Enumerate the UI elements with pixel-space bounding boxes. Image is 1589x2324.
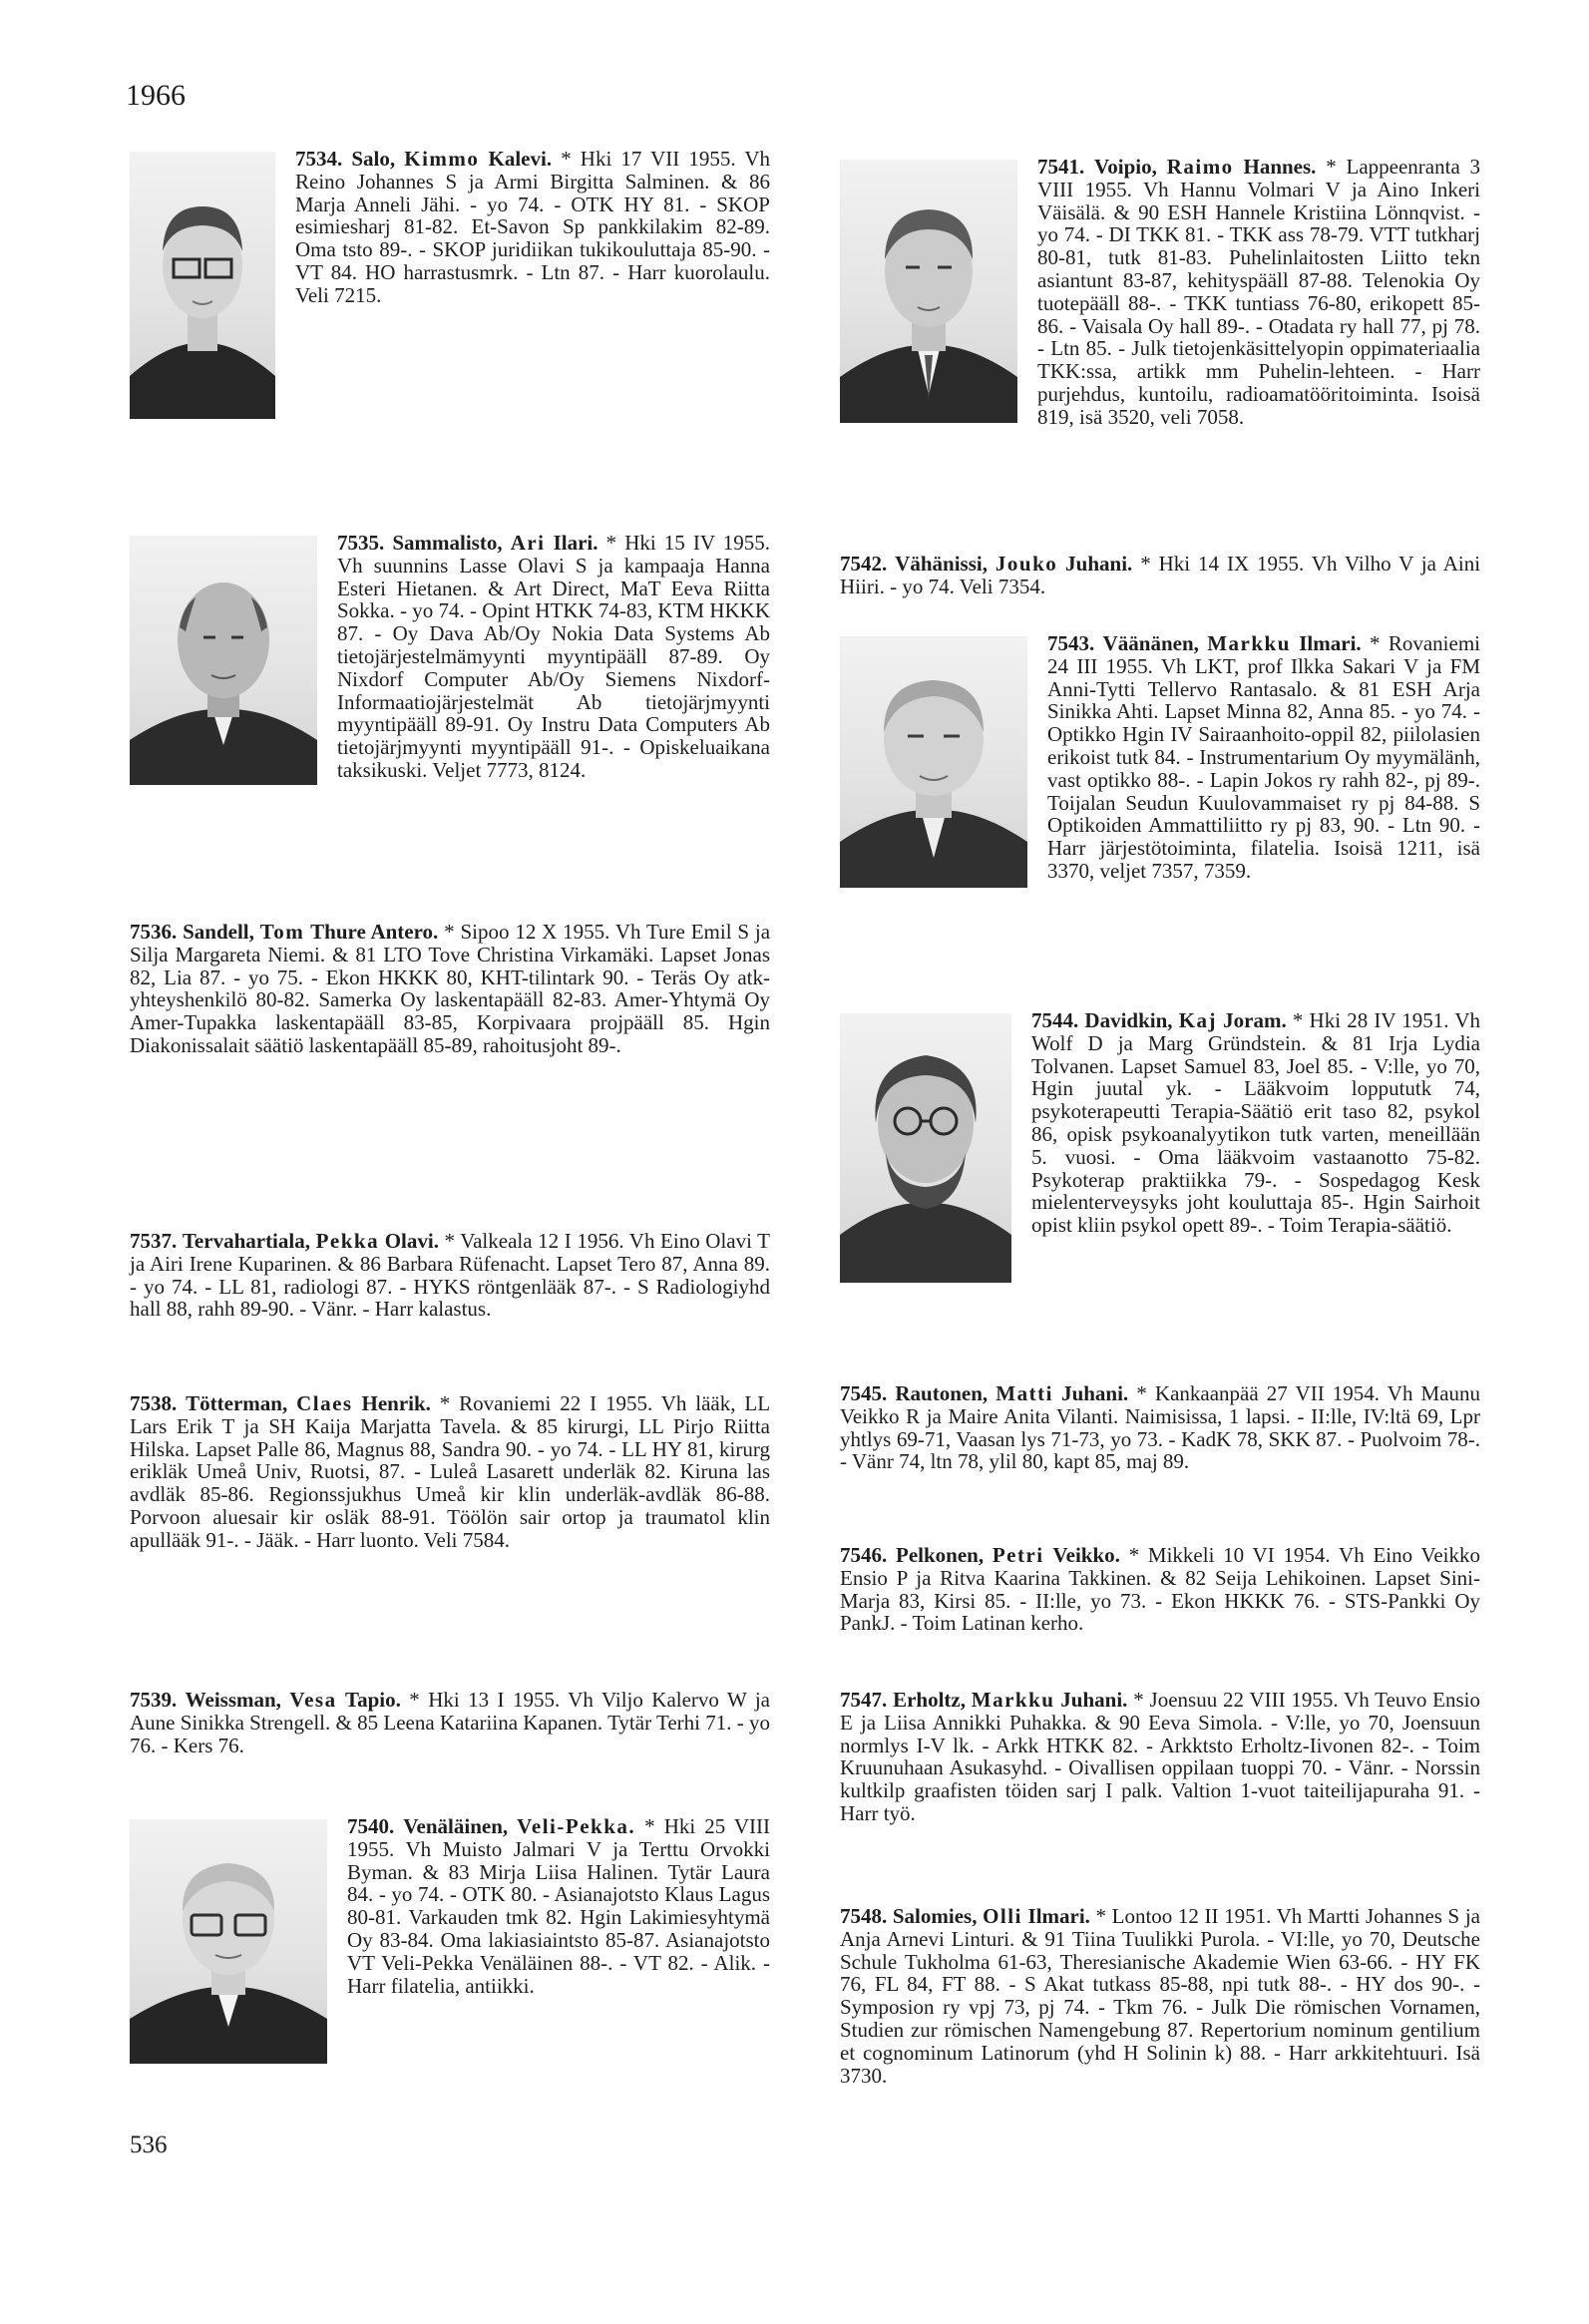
entry-given-name: Tom [259, 920, 305, 944]
entry-given-name: Matti [995, 1381, 1053, 1405]
entry-number: 7548. [840, 1904, 888, 1928]
portrait-photo [840, 1013, 1011, 1283]
entry-number: 7546. [840, 1543, 888, 1567]
entry-given-name: Markku [971, 1688, 1055, 1712]
entry-other-names: Juhani. [1065, 552, 1133, 576]
entry-surname: Venäläinen, [403, 1814, 509, 1838]
entry-other-names: Joram. [1223, 1008, 1287, 1032]
entry-other-names: Kalevi. [488, 147, 553, 171]
portrait-venalainen-icon [130, 1819, 327, 2064]
entry-7535 [130, 532, 770, 791]
entry-7540 [130, 1815, 770, 2070]
entry-text: * Hki 13 I 1955. Vh Viljo Kalervo W ja Aune Sinikka Strengell. & 85 Leena Katariina Kapanen. Tytär Terhi 71. - yo 76. - Kers 76. [130, 1688, 770, 1757]
entry-text: * Hki 14 IX 1955. Vh Vilho V ja Aini Hiiri. - yo 74. Veli 7354. [840, 552, 1481, 598]
entry-given-name: Pekka [315, 1229, 380, 1253]
entry-given-name: Ari [510, 531, 546, 555]
entry-number: 7545. [840, 1381, 888, 1405]
entry-number: 7538. [130, 1391, 178, 1415]
entry-given-name: Olli [983, 1904, 1022, 1928]
portrait-photo [840, 636, 1027, 888]
entry-number: 7543. [1047, 631, 1095, 655]
portrait-davidkin-icon [840, 1013, 1011, 1283]
portrait-photo [130, 536, 317, 785]
entry-surname: Erholtz, [893, 1688, 966, 1712]
entry-text: * Hki 28 IV 1951. Vh Wolf D ja Marg Gründstein. & 81 Irja Lydia Tolvanen. Lapset Samuel 83, Joel 85. - V:lle, yo 70, Hgin juutal yk. - Lääkvoim loppututk 74, psykoterapeutti Terapia-Säätiö erit taso 82, psykol 86, opisk psykoanalyytikon tutk varten, meneillään 5. vuosi. - Oma lääkvoim vastaanotto 75-82. Psykoterap praktiikka 79-. - Sospedagog Kesk mielenterveysyks joht kouluttaja 85-. Hgin Sairhoit opist kliin psykol opett 89-. - Toim Terapia-säätiö. [1031, 1008, 1480, 1238]
portrait-photo [840, 160, 1017, 423]
entry-text: * Valkeala 12 I 1956. Vh Eino Olavi T ja Airi Irene Kuparinen. & 86 Barbara Rüfenacht. Lapset Tero 87, Anna 89. - yo 74. - LL 81, radiologi 87. - HYKS röntgenlääk 87-. - S Radiologiyhd hall 88, rahh 89-90. - Vänr. - Harr kalastus. [130, 1229, 770, 1322]
entry-given-name: Claes [296, 1391, 353, 1415]
entry-7543 [840, 632, 1480, 894]
entry-given-name: Veli-Pekka. [517, 1814, 636, 1838]
entry-7537 [130, 1230, 770, 1321]
entry-number: 7542. [840, 552, 888, 576]
entry-surname: Tervahartiala, [182, 1229, 310, 1253]
entry-surname: Weissman, [185, 1688, 281, 1712]
entry-other-names: Thure Antero. [310, 920, 439, 944]
entry-number: 7539. [130, 1688, 178, 1712]
entry-7538 [130, 1392, 770, 1552]
entry-given-name: Petri [992, 1543, 1044, 1567]
entry-7539 [130, 1689, 770, 1756]
entry-other-names: Hannes. [1243, 155, 1317, 179]
entry-surname: Rautonen, [895, 1381, 989, 1405]
entry-number: 7536. [130, 920, 178, 944]
entry-7541 [840, 156, 1480, 429]
entry-text: * Rovaniemi 22 I 1955. Vh lääk, LL Lars Erik T ja SH Kaija Marjatta Tavela. & 85 kirurgi, LL Pirjo Riitta Hilska. Lapset Palle 86, Magnus 88, Sandra 90. - yo 74. - LL HY 81, kirurg erikläk Umeå Univ, Ruotsi, 87. - Luleå Lasarett underläk 82. Kiruna las avdläk 85-86. Regionssjukhus Umeå kir klin underläk-avdläk 86-88. Porvoon aluesair kir osläk 88-91. Töölön sair ortop ja traumatol klin apullääk 91-. - Jääk. - Harr luonto. Veli 7584. [130, 1391, 771, 1552]
entry-text: * Hki 17 VII 1955. Vh Reino Johannes S ja Armi Birgitta Salminen. & 86 Marja Anneli Jähi. - yo 74. - OTK HY 81. - SKOP esimiesharj 81-82. Et-Savon Sp pankkilakim 82-89. Oma tsto 89-. - SKOP juridiikan tukikouluttaja 85-90. - VT 84. HO harrastusmrk. - Ltn 87. - Harr kuorolaulu. Veli 7215. [295, 147, 771, 307]
entry-given-name: Jouko [994, 552, 1058, 576]
entry-number: 7544. [1031, 1008, 1079, 1032]
entry-surname: Pelkonen, [896, 1543, 985, 1567]
entry-surname: Sammalisto, [392, 531, 503, 555]
entry-other-names: Olavi. [384, 1229, 439, 1253]
entry-surname: Davidkin, [1084, 1008, 1173, 1032]
entry-7546 [840, 1544, 1480, 1635]
running-head-year: 1966 [126, 79, 186, 112]
entry-other-names: Juhani. [1060, 1688, 1128, 1712]
portrait-voipio-icon [840, 160, 1017, 423]
page-number: 536 [130, 2131, 168, 2158]
entry-given-name: Raimo [1166, 155, 1234, 179]
entry-7536 [130, 921, 770, 1057]
portrait-vaananen-icon [840, 636, 1027, 888]
entry-7544 [840, 1009, 1480, 1289]
entry-7534 [130, 148, 770, 425]
entry-text: * Lontoo 12 II 1951. Vh Martti Johannes S ja Anja Arnevi Linturi. & 91 Tiina Tuulikki Purola. - VI:lle, yo 70, Deutsche Schule Tukholma 61-63, Theresianische Akademie Wien 63-66. - HY FK 76, FL 84, FT 88. - S Akat tutkass 85-88, npi tutk 88-. - HY dos 90-. - Symposion ry vpj 73, pj 74. - Tkm 76. - Julk Die römischen Vornamen, Studien zur römischen Namengebung 87. Repertorium nominum gentilium et cognominum Latinorum (yhd H Solinin k) 88. - Harr arkkitehtuuri. Isä 3730. [840, 1904, 1480, 2088]
entry-7547 [840, 1689, 1480, 1825]
entry-surname: Väänänen, [1102, 631, 1199, 655]
entry-other-names: Ilari. [553, 531, 598, 555]
entry-number: 7535. [337, 531, 385, 555]
entry-number: 7534. [295, 147, 343, 171]
entry-other-names: Veikko. [1052, 1543, 1120, 1567]
entry-number: 7547. [840, 1688, 888, 1712]
entry-surname: Tötterman, [186, 1391, 288, 1415]
portrait-photo [130, 152, 275, 419]
entry-number: 7540. [347, 1814, 395, 1838]
entry-text: * Hki 15 IV 1955. Vh suunnins Lasse Olavi S ja kampaaja Hanna Esteri Hietanen. & Art Direct, MaT Eeva Riitta Sokka. - yo 74. - Opint HTKK 74-83, KTM HKKK 87. - Oy Dava Ab/Oy Nokia Data Systems Ab tietojärjestelmämyynti myyntipääll 87-89. Oy Nixdorf Computer Ab/Oy Siemens Nixdorf-Informaatiojärjestelmät Ab tietojärjmyynti myyntipääll 89-91. Oy Instru Data Computers Ab tietojärjmyynti myyntipääll 91-. - Opiskeluaikana taksikuski. Veljet 7773, 8124. [337, 531, 771, 782]
entry-7548 [840, 1905, 1480, 2087]
entry-surname: Vähänissi, [895, 552, 988, 576]
entry-other-names: Ilmari. [1299, 631, 1362, 655]
portrait-photo [130, 1819, 327, 2064]
entry-text: * Rovaniemi 24 III 1955. Vh LKT, prof Ilkka Sakari V ja FM Anni-Tytti Tellervo Rantasalo. & 81 ESH Arja Sinikka Ahti. Lapset Minna 82, Anna 85. - yo 74. - Optikko Hgin IV Sairaanhoito-oppil 82, piilolasien erikoist tutk 84. - Instrumentarium Oy myymälänh, vast optikko 88-. - Lapin Jokos ry rahh 82-, pj 89-. Toijalan Seudun Kuulovammaiset ry pj 84-88. S Optikoiden Ammattiliitto ry pj 83, 90. - Ltn 90. - Harr järjestötoiminta, filatelia. Isoisä 1211, isä 3370, veljet 7357, 7359. [1047, 631, 1480, 883]
portrait-sammalisto-icon [130, 536, 317, 785]
entry-number: 7541. [1037, 155, 1085, 179]
entry-text: * Kankaanpää 27 VII 1954. Vh Maunu Veikko R ja Maire Anita Vilanti. Naimisissa, 1 lapsi. - II:lle, IV:ltä 69, Lpr yhtlys 69-71, Vaasan lys 71-73, yo 73. - KadK 78, SKK 87. - Puolvoim 78-. - Vänr 74, ltn 78, ylil 80, kapt 85, maj 89. [840, 1381, 1481, 1474]
entry-text: * Sipoo 12 X 1955. Vh Ture Emil S ja Silja Margareta Niemi. & 81 LTO Tove Christina Virkamäki. Lapset Jonas 82, Lia 87. - yo 75. - Ekon HKKK 80, KHT-tilintark 90. - Teräs Oy atk-yhteyshenkilö 80-82. Samerka Oy laskentapääll 82-83. Amer-Yhtymä Oy Amer-Tupakka laskentapääll 83-85, Korpivaara projpääll 85. Hgin Diakonissalait säätiö laskentapääll 85-89, rahoitusjoht 89-. [130, 920, 771, 1057]
entry-7545 [840, 1382, 1480, 1473]
entry-surname: Sandell, [183, 920, 254, 944]
entry-other-names: Tapio. [345, 1688, 401, 1712]
entry-text: * Hki 25 VIII 1955. Vh Muisto Jalmari V ja Terttu Orvokki Byman. & 83 Mirja Liisa Halinen. Tytär Laura 84. - yo 74. - OTK 80. - Asianajotsto Klaus Lagus 80-81. Varkauden tmk 82. Hgin Lakimiesyhtymä Oy 83-84. Oma lakiasiaintsto 85-87. Asianajotsto VT Veli-Pekka Venäläinen 88-. - VT 82. - Alik. - Harr filatelia, antiikki. [347, 1814, 771, 1998]
entry-surname: Salomies, [892, 1904, 978, 1928]
entry-other-names: Juhani. [1061, 1381, 1129, 1405]
portrait-salo-icon [130, 152, 275, 419]
entry-7542 [840, 553, 1480, 598]
entry-text: * Lappeenranta 3 VIII 1955. Vh Hannu Volmari V ja Aino Inkeri Väisälä. & 90 ESH Hannele Kristiina Lönnqvist. - yo 74. - DI TKK 81. - TKK ass 78-79. VTT tutkharj 80-81, tutk 81-83. Puhelinlaitosten Liitto tekn asiantunt 83-87, kehityspääll 87-88. Telenokia Oy tuotepääll 88-. - TKK tuntiass 76-80, erikopett 85-86. - Vaisala Oy hall 89-. - Otadata ry hall 77, pj 78. - Ltn 85. - Julk tietojenkäsittelyopin oppimateriaalia TKK:ssa, artikk mm Puhelin-lehteen. - Harr purjehdus, kuntoilu, radioamatööritoiminta. Isoisä 819, isä 3520, veli 7058. [1037, 155, 1481, 429]
entry-given-name: Vesa [289, 1688, 337, 1712]
entry-other-names: Ilmari. [1027, 1904, 1090, 1928]
entry-text: * Joensuu 22 VIII 1955. Vh Teuvo Ensio E ja Liisa Annikki Puhakka. & 90 Eeva Simola. - V:lle, yo 70, Joensuun normlys I-V lk. - Arkk HTKK 82. - Arkktsto Erholtz-Iivonen 82-. - Toim Kruunuhaan Asukasyhd. - Oivallisen oppilaan tuoppi 70. - Vänr. - Norssin kultkilp graafisten töiden sarj I palk. Valtion 1-vuot taiteilijapuraha 91. - Harr työ. [840, 1688, 1481, 1825]
entry-given-name: Markku [1207, 631, 1291, 655]
entry-given-name: Kaj [1178, 1008, 1218, 1032]
entry-other-names: Henrik. [361, 1391, 431, 1415]
entry-surname: Salo, [351, 147, 396, 171]
entry-given-name: Kimmo [404, 147, 480, 171]
entry-surname: Voipio, [1094, 155, 1157, 179]
entry-text: * Mikkeli 10 VI 1954. Vh Eino Veikko Ensio P ja Ritva Kaarina Takkinen. & 82 Seija Lehikoinen. Lapset Sini-Marja 83, Kirsi 85. - II:lle, yo 73. - Ekon HKKK 76. - STS-Pankki Oy PankJ. - Toim Latinan kerho. [840, 1543, 1480, 1636]
entry-number: 7537. [130, 1229, 178, 1253]
